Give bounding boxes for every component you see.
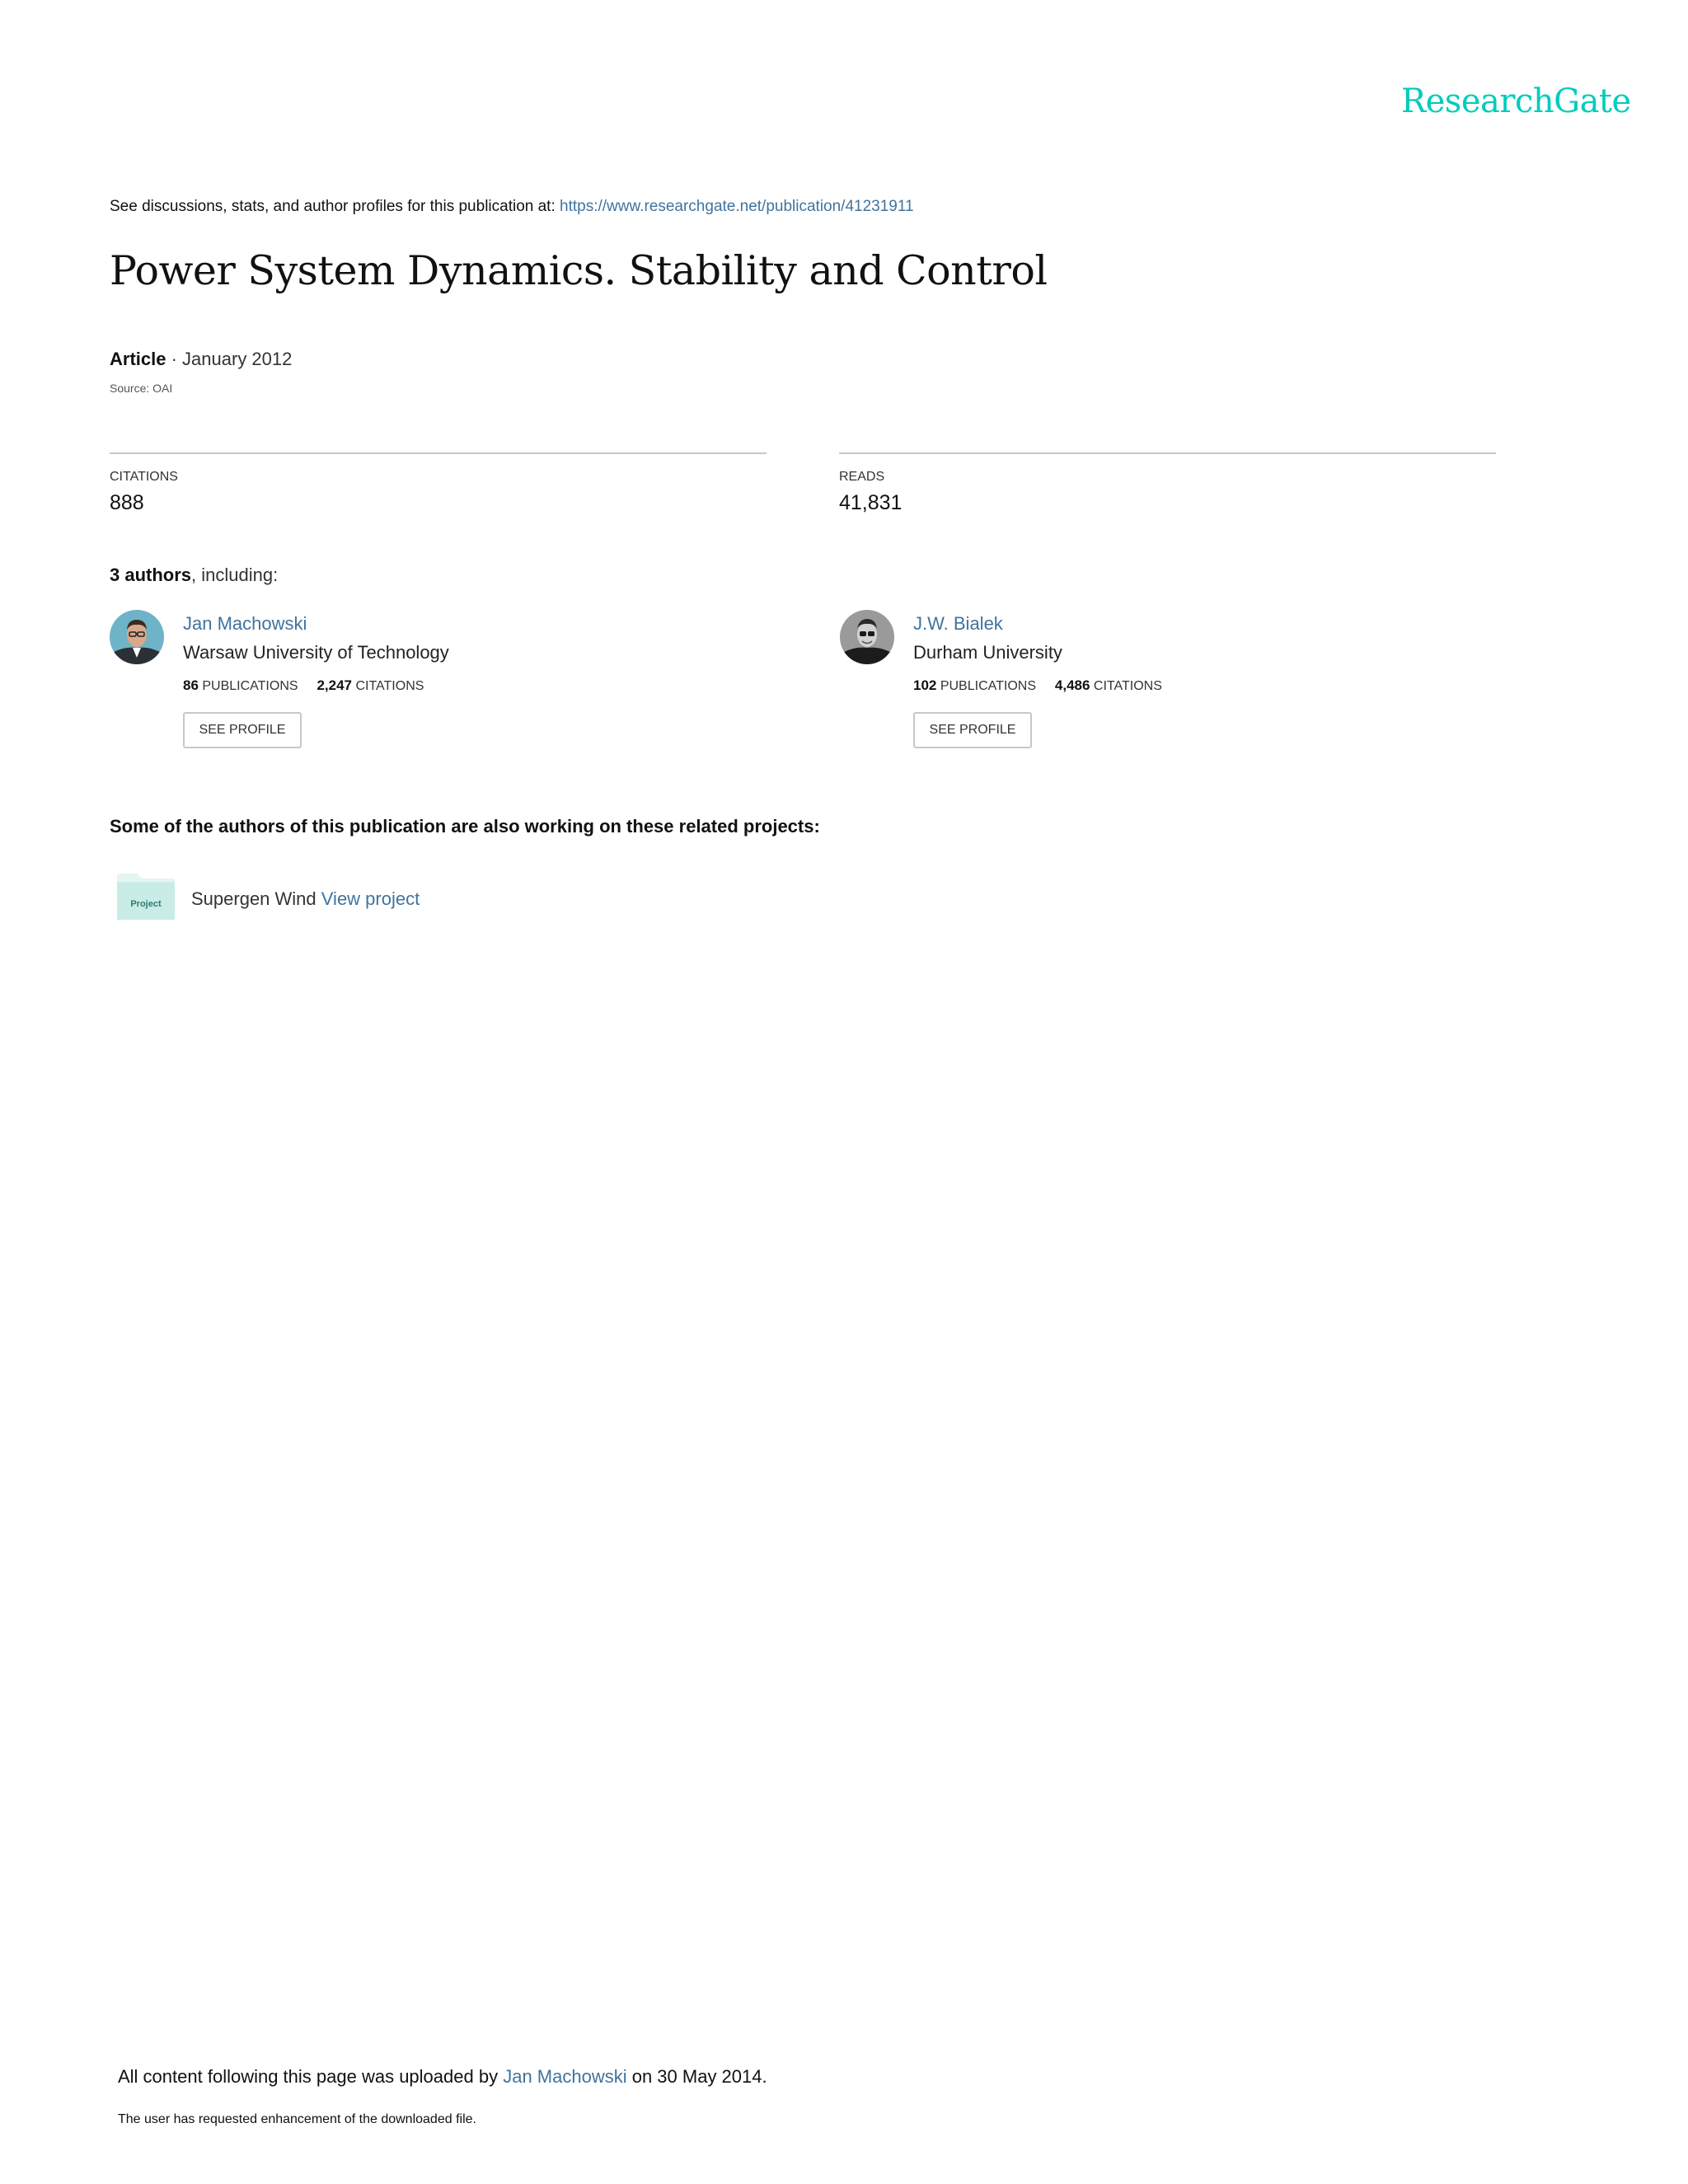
- reads-label: READS: [839, 470, 885, 484]
- avatar[interactable]: [840, 610, 894, 664]
- view-project-link[interactable]: View project: [321, 888, 420, 909]
- project-name: Supergen Wind: [191, 888, 316, 909]
- see-profile-button[interactable]: SEE PROFILE: [913, 712, 1032, 748]
- folder-icon: [115, 872, 176, 921]
- author-institution: Durham University: [913, 642, 1062, 663]
- author-card: [840, 610, 1499, 758]
- authors-summary: [110, 565, 278, 586]
- author-photo-icon: [840, 610, 894, 664]
- author-photo-icon: [110, 610, 164, 664]
- publication-url-link[interactable]: https://www.researchgate.net/publication/41231911: [560, 198, 914, 215]
- publication-title: Power System Dynamics. Stability and Control: [110, 247, 1048, 294]
- intro-text: See discussions, stats, and author profiles for this publication at:: [110, 198, 556, 215]
- citations-label: CITATIONS: [110, 470, 178, 484]
- project-icon-label: Project: [130, 899, 162, 909]
- author-card: [110, 610, 769, 758]
- authors-count: 3 authors: [110, 565, 192, 585]
- author-institution: Warsaw University of Technology: [183, 642, 449, 663]
- citations-divider: [110, 452, 767, 454]
- author-publications-count: 102: [913, 677, 937, 693]
- avatar[interactable]: [110, 610, 164, 664]
- author-citations-count: 2,247: [316, 677, 352, 693]
- publication-meta: [110, 349, 292, 370]
- citations-count: 888: [110, 491, 144, 514]
- author-citations-count: 4,486: [1054, 677, 1090, 693]
- publication-type: Article: [110, 349, 166, 369]
- publication-date: January 2012: [182, 349, 293, 369]
- author-publications-label: PUBLICATIONS: [940, 679, 1036, 693]
- author-name-link[interactable]: J.W. Bialek: [913, 613, 1003, 634]
- author-stats: [183, 677, 424, 694]
- meta-separator: ·: [166, 349, 183, 369]
- publication-intro: [110, 198, 914, 216]
- upload-prefix: All content following this page was uploaded by: [118, 2066, 499, 2087]
- related-projects-heading: Some of the authors of this publication are also working on these related projects:: [110, 816, 820, 837]
- uploader-link[interactable]: Jan Machowski: [503, 2066, 627, 2087]
- upload-suffix: on 30 May 2014.: [631, 2066, 767, 2087]
- publication-source: Source: OAI: [110, 382, 173, 395]
- researchgate-logo[interactable]: ResearchGate: [1401, 82, 1631, 120]
- author-citations-label: CITATIONS: [355, 679, 424, 693]
- author-publications-count: 86: [183, 677, 199, 693]
- author-stats: [913, 677, 1162, 694]
- author-citations-label: CITATIONS: [1093, 679, 1162, 693]
- reads-count: 41,831: [839, 491, 903, 514]
- reads-divider: [839, 452, 1496, 454]
- project-item: [191, 888, 420, 910]
- project-folder-icon[interactable]: [115, 872, 176, 921]
- author-publications-label: PUBLICATIONS: [202, 679, 298, 693]
- see-profile-button[interactable]: SEE PROFILE: [183, 712, 302, 748]
- upload-info: [118, 2066, 767, 2088]
- author-name-link[interactable]: Jan Machowski: [183, 613, 307, 634]
- authors-suffix: , including:: [191, 565, 279, 585]
- enhancement-note: The user has requested enhancement of the downloaded file.: [118, 2112, 476, 2126]
